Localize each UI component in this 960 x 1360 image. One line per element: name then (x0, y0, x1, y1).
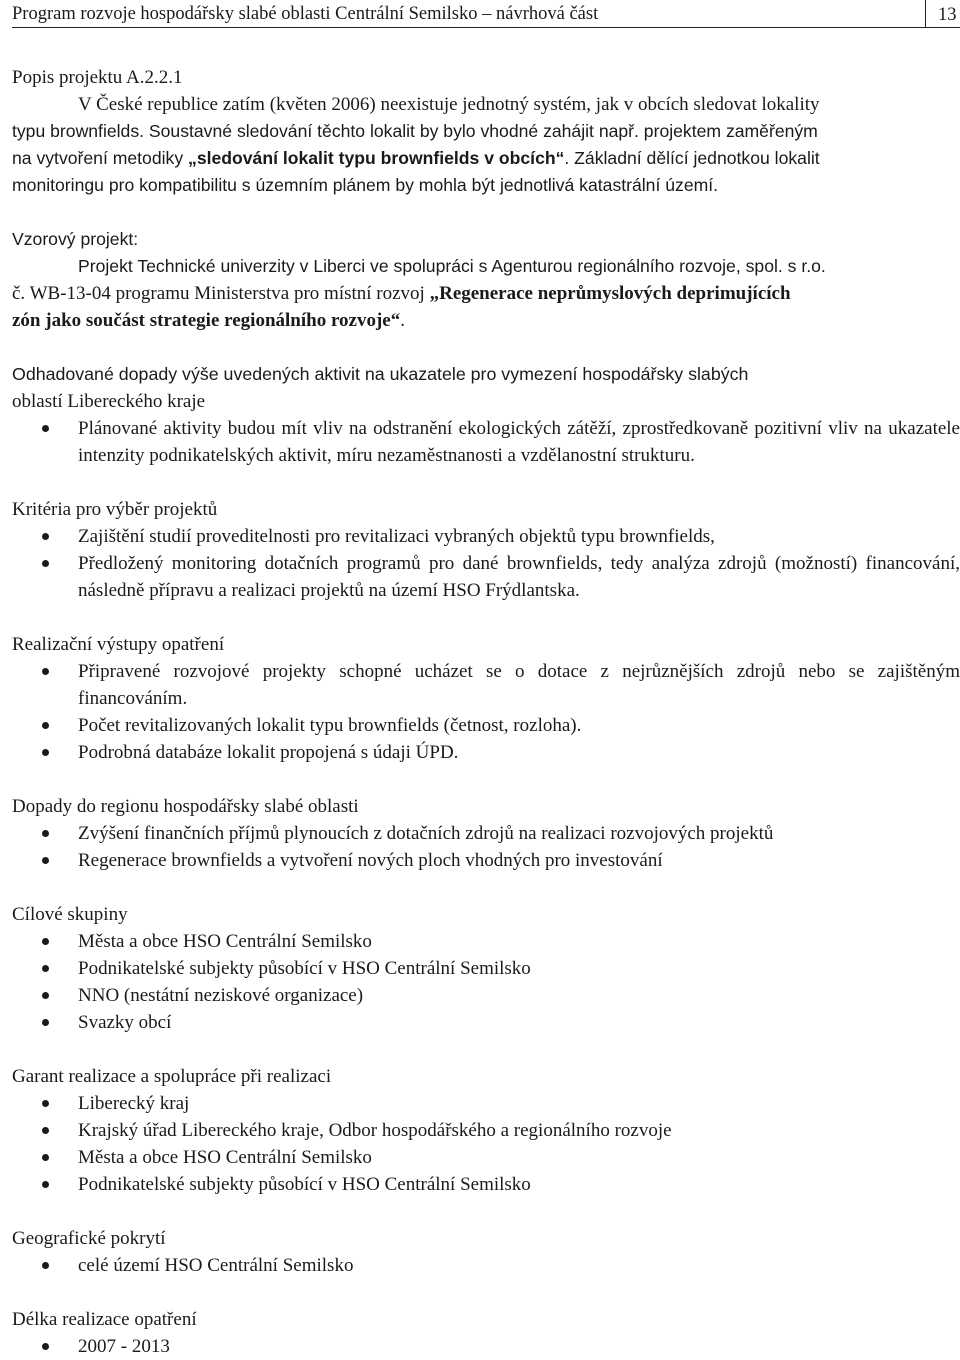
list-item-text: Zajištění studií proveditelnosti pro revitalizaci vybraných objektů typu brownfields, (78, 526, 715, 547)
section-odhadovane (12, 361, 960, 469)
list-item (12, 712, 960, 739)
list-item (12, 550, 960, 604)
page-header (12, 0, 960, 28)
bullet-icon (42, 425, 49, 432)
section-kriteria (12, 496, 960, 604)
list-item-text: NNO (nestátní neziskové organizace) (78, 985, 364, 1006)
list-item (12, 739, 960, 766)
section-heading-popis: Popis projektu A.2.2.1 (12, 67, 183, 88)
popis-line-1: V České republice zatím (květen 2006) neexistuje jednotný systém, jak v obcích sledovat lokality (78, 94, 820, 115)
page-number: 13 (938, 5, 957, 25)
bullet-icon (42, 560, 49, 567)
garant-list (12, 1090, 960, 1198)
list-item (12, 982, 960, 1009)
list-item-text: Počet revitalizovaných lokalit typu brownfields (četnost, rozloha). (78, 715, 582, 736)
section-dopady (12, 793, 960, 874)
section-heading-vzorovy: Vzorový projekt: (12, 229, 139, 249)
list-item (12, 1252, 960, 1279)
kriteria-list (12, 523, 960, 604)
list-item (12, 415, 960, 469)
list-item (12, 1009, 960, 1036)
list-item-text: celé území HSO Centrální Semilsko (78, 1255, 354, 1276)
list-item (12, 928, 960, 955)
bullet-icon (42, 1100, 49, 1107)
bullet-icon (42, 533, 49, 540)
section-heading-odhadovane: Odhadované dopady výše uvedených aktivit na ukazatele pro vymezení hospodářsky slabých (12, 364, 749, 384)
popis-line-3-bold: „sledování lokalit typu brownfields v obcích“ (188, 148, 565, 168)
section-heading-realizacni: Realizační výstupy opatření (12, 634, 225, 655)
list-item (12, 1117, 960, 1144)
bullet-icon (42, 1343, 49, 1350)
list-item-text: Regenerace brownfields a vytvoření nových ploch vhodných pro investování (78, 850, 663, 871)
section-heading-dopady: Dopady do regionu hospodářsky slabé oblasti (12, 796, 359, 817)
bullet-icon (42, 1154, 49, 1161)
list-item-text: Liberecký kraj (78, 1093, 190, 1114)
bullet-icon (42, 857, 49, 864)
list-item-text: 2007 - 2013 (78, 1336, 170, 1357)
dopady-list (12, 820, 960, 874)
list-item-text: Předložený monitoring dotačních programů pro dané brownfields, tedy analýza zdrojů (možností) financování, následně přípravu a realizaci projektů na území HSO Frýdlantska. (78, 553, 960, 601)
list-item (12, 1090, 960, 1117)
bullet-icon (42, 938, 49, 945)
list-item (12, 820, 960, 847)
section-vzorovy (12, 226, 960, 334)
section-heading-odhadovane-2: oblastí Libereckého kraje (12, 391, 206, 412)
odhadovane-list (12, 415, 960, 469)
list-item-text: Podnikatelské subjekty působící v HSO Centrální Semilsko (78, 1174, 531, 1195)
list-item-text: Svazky obcí (78, 1012, 172, 1033)
header-divider (925, 0, 926, 27)
list-item (12, 1144, 960, 1171)
bullet-icon (42, 1127, 49, 1134)
section-geograficke (12, 1225, 960, 1279)
realizacni-list (12, 658, 960, 766)
vzorovy-line-2-bold: „Regenerace neprůmyslových deprimujících (429, 283, 791, 304)
cilove-list (12, 928, 960, 1036)
list-item (12, 658, 960, 712)
bullet-icon (42, 722, 49, 729)
popis-line-2: typu brownfields. Soustavné sledování těchto lokalit by bylo vhodné zahájit např. projektem zaměřeným (12, 121, 818, 141)
section-heading-cilove: Cílové skupiny (12, 904, 128, 925)
list-item-text: Zvýšení finančních příjmů plynoucích z dotačních zdrojů na realizaci rozvojových projektů (78, 823, 774, 844)
list-item-text: Plánované aktivity budou mít vliv na odstranění ekologických zátěží, zprostředkovaně pozitivní vliv na ukazatele intenzity podnikatelských aktivit, míru nezaměstnanosti a vzdělanostní strukturu. (78, 418, 960, 466)
vzorovy-line-1: Projekt Technické univerzity v Liberci ve spolupráci s Agenturou regionálního rozvoje, spol. s r.o. (78, 256, 826, 276)
vzorovy-line-2-start: č. WB-13-04 programu Ministerstva pro místní rozvoj (12, 283, 430, 304)
bullet-icon (42, 830, 49, 837)
bullet-icon (42, 1262, 49, 1269)
delka-list (12, 1333, 960, 1360)
list-item (12, 1333, 960, 1360)
section-heading-geograficke: Geografické pokrytí (12, 1228, 166, 1249)
geograficke-list (12, 1252, 960, 1279)
list-item-text: Připravené rozvojové projekty schopné ucházet se o dotace z nejrůznějších zdrojů nebo se zajištěným financováním. (78, 661, 960, 709)
bullet-icon (42, 1181, 49, 1188)
list-item-text: Krajský úřad Libereckého kraje, Odbor hospodářského a regionálního rozvoje (78, 1120, 672, 1141)
section-garant (12, 1063, 960, 1198)
list-item (12, 523, 960, 550)
section-delka (12, 1306, 960, 1360)
popis-line-3 (12, 145, 960, 172)
bullet-icon (42, 1019, 49, 1026)
header-title: Program rozvoje hospodářsky slabé oblasti Centrální Semilsko – návrhová část (12, 4, 599, 24)
vzorovy-line-3-bold: zón jako součást strategie regionálního rozvoje“ (12, 310, 401, 331)
section-cilove (12, 901, 960, 1036)
popis-line-4: monitoringu pro kompatibilitu s územním plánem by mohla být jednotlivá katastrální území. (12, 175, 719, 195)
section-popis (12, 64, 960, 199)
popis-line-3-start: na vytvoření metodiky (12, 148, 189, 168)
section-realizacni (12, 631, 960, 766)
list-item-text: Města a obce HSO Centrální Semilsko (78, 1147, 372, 1168)
document-body (12, 64, 960, 1360)
bullet-icon (42, 749, 49, 756)
list-item (12, 1171, 960, 1198)
vzorovy-line-3-end: . (400, 310, 405, 331)
vzorovy-line-2 (12, 280, 960, 307)
list-item-text: Města a obce HSO Centrální Semilsko (78, 931, 372, 952)
popis-line-3-end: . Základní dělící jednotkou lokalit (564, 148, 820, 168)
section-heading-kriteria: Kritéria pro výběr projektů (12, 499, 218, 520)
section-heading-delka: Délka realizace opatření (12, 1309, 197, 1330)
bullet-icon (42, 992, 49, 999)
section-heading-garant: Garant realizace a spolupráce při realizaci (12, 1066, 332, 1087)
bullet-icon (42, 668, 49, 675)
bullet-icon (42, 965, 49, 972)
list-item (12, 955, 960, 982)
list-item-text: Podrobná databáze lokalit propojená s údaji ÚPD. (78, 742, 459, 763)
list-item (12, 847, 960, 874)
list-item-text: Podnikatelské subjekty působící v HSO Centrální Semilsko (78, 958, 531, 979)
vzorovy-line-3 (12, 307, 960, 334)
